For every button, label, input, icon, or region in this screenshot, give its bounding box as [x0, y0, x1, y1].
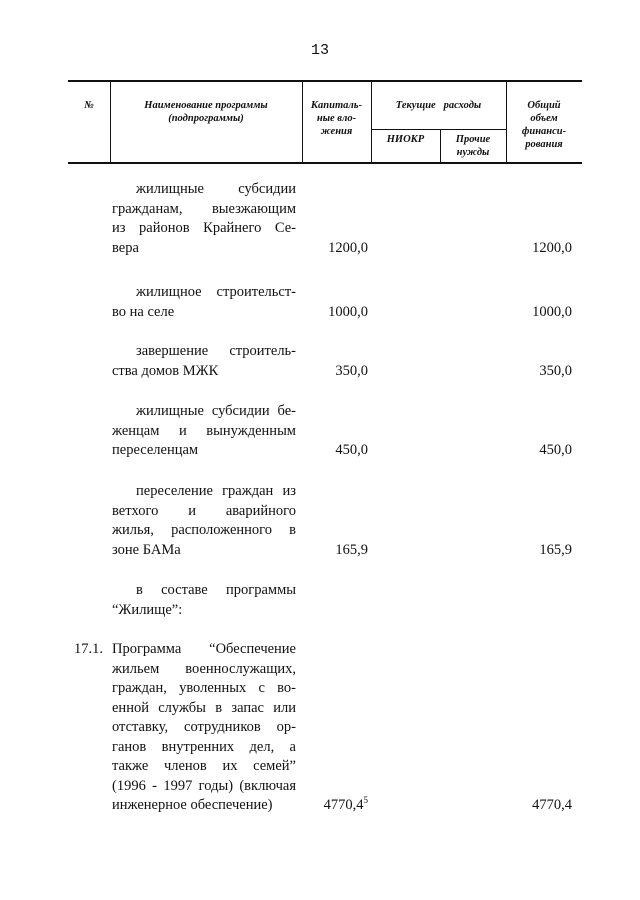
program-name-line: также членов их семей”: [112, 758, 296, 774]
program-name-line: в составе программы: [136, 582, 296, 598]
program-name-line: жилищное строительст-: [136, 284, 296, 300]
program-name-line: жилья, расположенного в: [112, 522, 296, 538]
program-name: [112, 402, 296, 461]
header-divider: [371, 82, 372, 162]
capital-investment-value: [310, 303, 368, 323]
capital-value-text: 4770,4: [323, 797, 364, 813]
header-total: Общий объем финанси- рования: [521, 100, 567, 150]
program-name: [112, 581, 296, 620]
total-financing-value: 450,0: [539, 442, 572, 458]
capital-value-text: 1000,0: [328, 303, 368, 320]
total-financing-value: 4770,4: [532, 797, 572, 813]
program-name-line: переселение граждан из: [136, 483, 296, 499]
program-name-line: енной службы в запас или: [112, 699, 296, 716]
program-name-line: (1996 - 1997 годы) (включая: [112, 777, 296, 794]
row-number: 17.1.: [74, 641, 103, 657]
program-name-line: отставку, сотрудников ор-: [112, 719, 296, 735]
capital-value-text: 1200,0: [328, 239, 368, 256]
total-financing-value: 165,9: [539, 541, 572, 558]
capital-value-text: 165,9: [335, 541, 368, 558]
total-financing-value: 350,0: [539, 362, 572, 379]
program-name-line: “Жилище”:: [112, 601, 183, 618]
program-name-line: ства домов МЖК: [112, 362, 219, 379]
header-subdivider: [371, 129, 506, 130]
capital-investment-value: [310, 541, 368, 561]
program-name-line: гражданам, выезжающим: [112, 200, 296, 217]
capital-investment-value: [310, 362, 368, 382]
program-name-line: завершение строитель-: [136, 343, 296, 359]
header-current: Текущие расходы: [395, 100, 482, 111]
program-name-line: Программа “Обеспечение: [112, 641, 296, 657]
header-capital: Капиталь- ные вло- жения: [310, 100, 363, 137]
program-name-line: вера: [112, 239, 139, 256]
program-name-line: жилищные субсидии бе-: [136, 403, 296, 419]
header-name: Наименование программы (подпрограммы): [144, 100, 268, 124]
program-name-line: переселенцам: [112, 442, 199, 458]
program-name-line: инженерное обеспечение): [112, 797, 273, 813]
program-name-line: во на селе: [112, 303, 175, 320]
program-name-line: зоне БАМа: [112, 541, 181, 558]
program-name-line: граждан, уволенных с во-: [112, 680, 296, 696]
program-name-line: жилищные субсидии: [136, 181, 296, 197]
program-name-line: ганов внутренних дел, а: [112, 738, 296, 755]
program-name-line: жильем военнослужащих,: [112, 660, 296, 677]
program-name-line: женцам и вынужденным: [112, 422, 296, 439]
footnote-marker: 5: [363, 795, 368, 805]
capital-value-text: 450,0: [335, 442, 368, 458]
program-name: [112, 342, 296, 381]
program-name: [112, 283, 296, 322]
total-financing-value: 1000,0: [532, 303, 572, 320]
program-name: [112, 640, 296, 816]
header-other: Прочие нужды: [455, 134, 491, 158]
capital-investment-value: [310, 796, 368, 816]
capital-investment-value: [310, 239, 368, 259]
program-name: [112, 482, 296, 560]
header-niokr: НИОКР: [386, 134, 425, 145]
program-name-line: из районов Крайнего Се-: [112, 220, 296, 236]
capital-value-text: 350,0: [335, 362, 368, 379]
program-name-line: ветхого и аварийного: [112, 502, 296, 519]
table-header: [68, 80, 582, 164]
page-number: 13: [310, 42, 329, 59]
program-name: [112, 180, 296, 258]
capital-investment-value: [310, 441, 368, 461]
header-num: №: [84, 100, 94, 111]
total-financing-value: 1200,0: [532, 239, 572, 256]
